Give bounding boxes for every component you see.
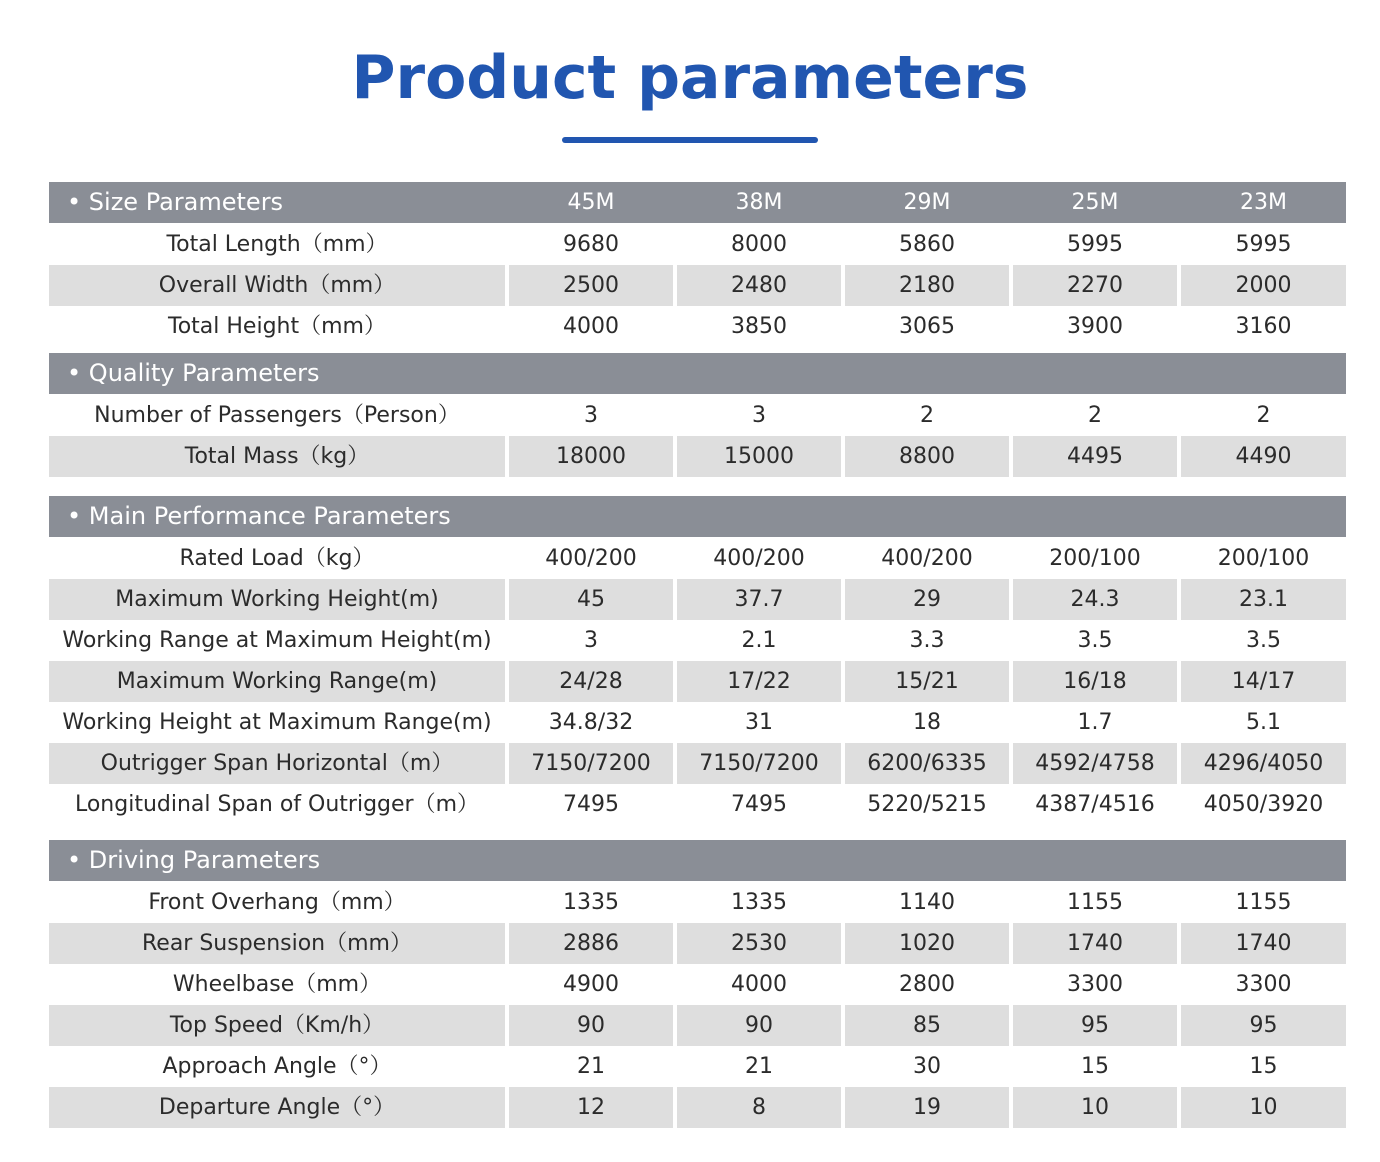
value-cell: 5860 <box>899 232 955 257</box>
table-row <box>49 1087 1346 1128</box>
value-cell: 6200/6335 <box>845 743 1009 784</box>
value-cell: 3.5 <box>1246 628 1281 653</box>
value-cell: 4900 <box>563 972 619 997</box>
value-cell: 15000 <box>677 436 841 477</box>
row-label: Approach Angle（°） <box>162 1054 392 1079</box>
value-cell: 3300 <box>1067 972 1123 997</box>
value-cell: 17/22 <box>677 661 841 702</box>
value-cell: 4296/4050 <box>1181 743 1346 784</box>
value-cell: 85 <box>845 1005 1009 1046</box>
value-cell: 15 <box>1249 1054 1278 1079</box>
value-cell: 3 <box>584 628 598 653</box>
table-row <box>49 538 1346 579</box>
section-title: • Main Performance Parameters <box>67 502 451 530</box>
model-header-23m: 23M <box>1240 190 1287 215</box>
model-header-29m: 29M <box>903 190 951 215</box>
value-cell: 3065 <box>899 314 955 339</box>
row-label: Top Speed（Km/h） <box>49 1005 505 1046</box>
row-label: Overall Width（mm） <box>49 265 505 306</box>
value-cell: 1740 <box>1013 923 1177 964</box>
row-label: Rear Suspension（mm） <box>49 923 505 964</box>
table-row <box>49 702 1346 743</box>
value-cell: 2530 <box>677 923 841 964</box>
row-label: Maximum Working Range(m) <box>49 661 505 702</box>
table-row <box>49 265 1346 306</box>
model-header-45m: 45M <box>567 190 615 215</box>
value-cell: 3 <box>752 403 766 428</box>
row-label: Working Height at Maximum Range(m) <box>62 710 492 735</box>
table-row <box>49 224 1346 265</box>
model-header-38m: 38M <box>735 190 783 215</box>
value-cell: 2886 <box>509 923 673 964</box>
value-cell: 24.3 <box>1013 579 1177 620</box>
value-cell: 37.7 <box>677 579 841 620</box>
value-cell: 34.8/32 <box>548 710 634 735</box>
value-cell: 2270 <box>1013 265 1177 306</box>
row-label: Longitudinal Span of Outrigger（m） <box>74 792 480 817</box>
value-cell: 30 <box>913 1054 941 1079</box>
row-label: Rated Load（kg） <box>179 546 375 571</box>
value-cell: 5995 <box>1235 232 1292 257</box>
value-cell: 29 <box>845 579 1009 620</box>
value-cell: 12 <box>509 1087 673 1128</box>
value-cell: 2000 <box>1181 265 1346 306</box>
value-cell: 90 <box>677 1005 841 1046</box>
value-cell: 15/21 <box>845 661 1009 702</box>
value-cell: 7150/7200 <box>677 743 841 784</box>
value-cell: 24/28 <box>509 661 673 702</box>
bullet-icon: • <box>67 359 89 387</box>
value-cell: 5220/5215 <box>867 792 987 817</box>
value-cell: 5995 <box>1067 232 1123 257</box>
value-cell: 1335 <box>563 890 619 915</box>
value-cell: 1740 <box>1181 923 1346 964</box>
value-cell: 18000 <box>509 436 673 477</box>
value-cell: 9680 <box>563 232 619 257</box>
section-title: • Driving Parameters <box>67 846 321 874</box>
value-cell: 45 <box>509 579 673 620</box>
value-cell: 15 <box>1081 1054 1109 1079</box>
title-underline <box>562 137 818 143</box>
value-cell: 4050/3920 <box>1203 792 1324 817</box>
table-row <box>49 395 1346 436</box>
value-cell: 1020 <box>845 923 1009 964</box>
value-cell: 95 <box>1013 1005 1177 1046</box>
value-cell: 5.1 <box>1246 710 1281 735</box>
bullet-icon: • <box>67 502 89 530</box>
value-cell: 2 <box>920 403 934 428</box>
model-header-25m: 25M <box>1071 190 1119 215</box>
table-row <box>49 579 1346 620</box>
value-cell: 4490 <box>1181 436 1346 477</box>
value-cell: 4000 <box>731 972 787 997</box>
value-cell: 3300 <box>1235 972 1292 997</box>
value-cell: 400/200 <box>545 546 637 571</box>
row-label: Departure Angle（°） <box>49 1087 505 1128</box>
row-label: Front Overhang（mm） <box>148 890 406 915</box>
table-row <box>49 964 1346 1005</box>
value-cell: 3.5 <box>1077 628 1113 653</box>
table-row <box>49 1046 1346 1087</box>
value-cell: 14/17 <box>1181 661 1346 702</box>
table-row <box>49 882 1346 923</box>
value-cell: 1155 <box>1235 890 1292 915</box>
value-cell: 23.1 <box>1181 579 1346 620</box>
row-label: Outrigger Span Horizontal（m） <box>49 743 505 784</box>
value-cell: 3.3 <box>909 628 945 653</box>
value-cell: 200/100 <box>1217 546 1310 571</box>
table-row <box>49 306 1346 347</box>
table-row <box>49 436 1346 477</box>
value-cell: 4495 <box>1013 436 1177 477</box>
table-row <box>49 784 1346 825</box>
value-cell: 1155 <box>1067 890 1123 915</box>
value-cell: 21 <box>577 1054 605 1079</box>
value-cell: 8000 <box>731 232 787 257</box>
value-cell: 95 <box>1181 1005 1346 1046</box>
row-label: Working Range at Maximum Height(m) <box>62 628 492 653</box>
value-cell: 400/200 <box>881 546 973 571</box>
value-cell: 10 <box>1013 1087 1177 1128</box>
table-row <box>49 620 1346 661</box>
value-cell: 16/18 <box>1013 661 1177 702</box>
bullet-icon: • <box>67 188 89 216</box>
table-row <box>49 923 1346 964</box>
value-cell: 3900 <box>1067 314 1123 339</box>
value-cell: 21 <box>745 1054 773 1079</box>
value-cell: 2800 <box>899 972 955 997</box>
table-row <box>49 661 1346 702</box>
table-row <box>49 1005 1346 1046</box>
value-cell: 2180 <box>845 265 1009 306</box>
row-label: Number of Passengers（Person） <box>94 403 460 428</box>
section-header <box>49 840 1346 881</box>
value-cell: 200/100 <box>1049 546 1141 571</box>
value-cell: 10 <box>1181 1087 1346 1128</box>
value-cell: 2500 <box>509 265 673 306</box>
section-header <box>49 353 1346 394</box>
value-cell: 18 <box>913 710 941 735</box>
value-cell: 7495 <box>563 792 619 817</box>
row-label: Wheelbase（mm） <box>172 972 382 997</box>
section-title: • Size Parameters <box>67 188 284 216</box>
value-cell: 3 <box>584 403 598 428</box>
value-cell: 2 <box>1256 403 1271 428</box>
value-cell: 3160 <box>1235 314 1292 339</box>
value-cell: 1.7 <box>1077 710 1113 735</box>
value-cell: 3850 <box>731 314 787 339</box>
table-row <box>49 743 1346 784</box>
value-cell: 1140 <box>899 890 955 915</box>
section-header <box>49 496 1346 537</box>
value-cell: 400/200 <box>713 546 805 571</box>
value-cell: 19 <box>845 1087 1009 1128</box>
value-cell: 4592/4758 <box>1013 743 1177 784</box>
row-label: Total Length（mm） <box>166 232 388 257</box>
value-cell: 2 <box>1088 403 1102 428</box>
section-header <box>49 182 1346 223</box>
value-cell: 7150/7200 <box>509 743 673 784</box>
value-cell: 2.1 <box>741 628 777 653</box>
value-cell: 8800 <box>845 436 1009 477</box>
value-cell: 4387/4516 <box>1035 792 1155 817</box>
bullet-icon: • <box>67 846 89 874</box>
row-label: Total Mass（kg） <box>49 436 505 477</box>
value-cell: 1335 <box>731 890 787 915</box>
section-title: • Quality Parameters <box>67 359 320 387</box>
page-title: Product parameters <box>351 43 1029 113</box>
value-cell: 8 <box>677 1087 841 1128</box>
value-cell: 7495 <box>731 792 787 817</box>
row-label: Total Height（mm） <box>168 314 386 339</box>
value-cell: 31 <box>745 710 773 735</box>
row-label: Maximum Working Height(m) <box>49 579 505 620</box>
value-cell: 4000 <box>563 314 619 339</box>
value-cell: 90 <box>509 1005 673 1046</box>
value-cell: 2480 <box>677 265 841 306</box>
